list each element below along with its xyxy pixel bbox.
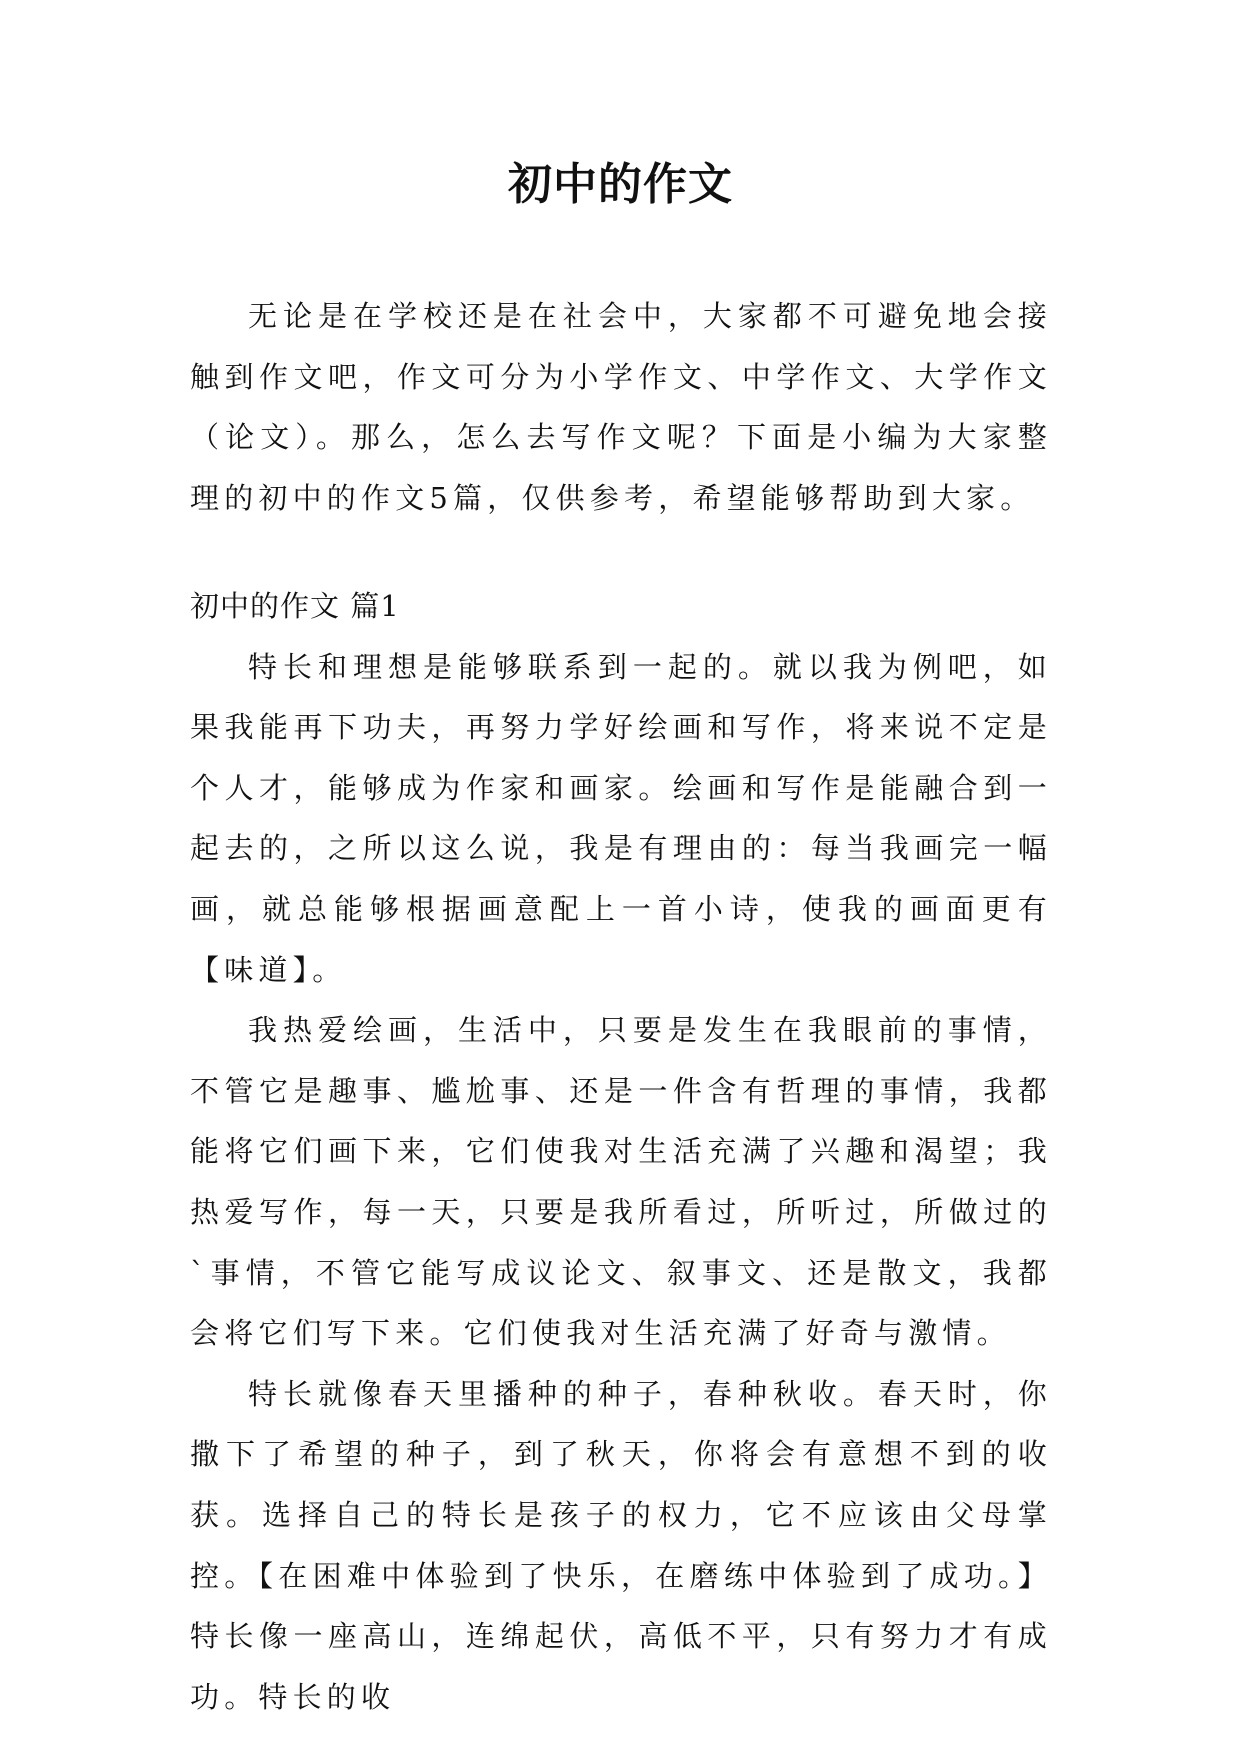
section-paragraph-2: 我热爱绘画，生活中，只要是发生在我眼前的事情，不管它是趣事、尴尬事、还是一件含有哲理的事情，我都能将它们画下来，它们使我对生活充满了兴趣和渴望；我热爱写作，每一天，只要是我所看过，所听过，所做过的`事情，不管它能写成议论文、叙事文、还是散文，我都会将它们写下来。它们使我对生活充满了好奇与激情。 [190,1013,1052,1351]
intro-paragraph: 无论是在学校还是在社会中，大家都不可避免地会接触到作文吧，作文可分为小学作文、中学作文、大学作文（论文）。那么，怎么去写作文呢？下面是小编为大家整理的初中的作文5篇，仅供参考，希望能够帮助到大家。 [190,299,1052,515]
intro-block [190,286,1052,528]
document-title: 初中的作文 [508,159,733,210]
section-paragraph-3: 特长就像春天里播种的种子，春种秋收。春天时，你撒下了希望的种子，到了秋天，你将会有意想不到的收获。选择自己的特长是孩子的权力，它不应该由父母掌控。【在困难中体验到了快乐，在磨练中体验到了成功。】特长像一座高山，连绵起伏，高低不平，只有努力才有成功。特长的收 [190,1376,1052,1714]
section-paragraph-1: 特长和理想是能够联系到一起的。就以我为例吧，如果我能再下功夫，再努力学好绘画和写作，将来说不定是个人才，能够成为作家和画家。绘画和写作是能融合到一起去的，之所以这么说，我是有理由的：每当我画完一幅画，就总能够根据画意配上一首小诗，使我的画面更有【味道】。 [190,649,1052,987]
essay-section-1 [190,576,1052,1727]
section-heading: 初中的作文 篇1 [190,589,400,623]
